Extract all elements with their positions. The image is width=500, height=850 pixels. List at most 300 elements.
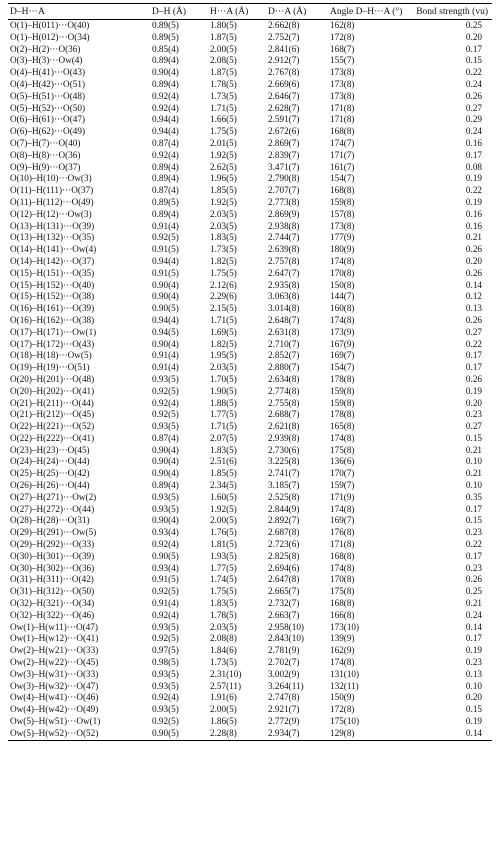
cell-bond: O(13)–H(131)···O(39) [10,220,95,231]
cell-h-a-distance: 1.75(5) [210,126,237,137]
cell-d-a-distance: 3.002(9) [268,668,300,679]
cell-d-a-distance: 2.958(10) [268,621,304,632]
cell-bond: O(16)–H(161)···O(39) [10,303,95,314]
cell-d-a-distance: 3.225(8) [268,456,300,467]
cell-d-h-distance: 0.94(4) [152,255,179,266]
table-row [8,633,492,645]
cell-d-h-distance: 0.91(4) [152,220,179,231]
cell-h-a-distance: 2.28(8) [208,728,266,740]
cell-angle: 175(10) [330,716,360,727]
table-row [8,315,492,327]
cell-bond-strength: 0.19 [465,385,482,396]
header-angle: Angle D–H···A (°) [328,4,412,20]
cell-bond: O(14)–H(141)···Ow(4) [10,244,97,255]
cell-bond-strength: 0.20 [465,255,482,266]
table-row [8,610,492,622]
cell-angle: 174(8) [330,255,355,266]
cell-angle: 173(8) [330,67,355,78]
cell-angle: 180(9) [330,244,355,255]
cell-bond: O(23)–H(23)···O(45) [10,444,90,455]
table-row [8,480,492,492]
cell-angle: 157(8) [330,208,355,219]
cell-angle: 154(7) [330,362,355,373]
cell-angle: 174(8) [330,314,355,325]
table-row [8,256,492,268]
cell-h-a-distance: 1.78(5) [210,609,237,620]
cell-h-a-distance: 1.77(5) [210,562,237,573]
cell-bond-strength: 0.15 [465,515,482,526]
cell-bond: O(32)–H(322)···O(46) [10,609,95,620]
cell-bond: O(22)–H(222)···O(41) [10,432,95,443]
cell-h-a-distance: 2.31(10) [210,668,242,679]
cell-bond: O(15)–H(152)···O(40) [10,279,95,290]
cell-d-h-distance: 0.91(4) [152,350,179,361]
table-row [8,398,492,410]
cell-h-a-distance: 1.95(5) [210,350,237,361]
cell-angle: 169(7) [330,350,355,361]
cell-bond: O(9)–H(9)···O(37) [10,161,81,172]
cell-bond-strength: 0.14 [465,621,482,632]
cell-d-h-distance: 0.93(5) [152,668,179,679]
cell-angle: 129(8) [328,728,412,740]
cell-bond-strength: 0.10 [465,456,482,467]
cell-angle: 172(8) [330,704,355,715]
cell-bond: O(17)–H(172)···O(43) [10,338,95,349]
cell-d-a-distance: 2.852(7) [268,350,300,361]
cell-angle: 168(7) [330,43,355,54]
cell-d-h-distance: 0.92(5) [152,633,179,644]
cell-d-a-distance: 2.631(8) [268,326,300,337]
cell-bond-strength: 0.20 [465,692,482,703]
table-row [8,504,492,516]
cell-bond: O(28)–H(28)···O(31) [10,515,90,526]
cell-d-a-distance: 2.591(7) [268,114,300,125]
cell-d-h-distance: 0.89(4) [152,55,179,66]
cell-bond-strength: 0.35 [465,491,482,502]
table-row [8,185,492,197]
cell-bond: O(21)–H(212)···O(45) [10,409,95,420]
cell-bond: O(7)–H(7)···O(40) [10,137,81,148]
cell-h-a-distance: 1.87(5) [210,67,237,78]
cell-d-a-distance: 2.843(10) [268,633,304,644]
cell-h-a-distance: 1.77(5) [210,409,237,420]
cell-h-a-distance: 1.84(6) [210,645,237,656]
cell-d-a-distance: 2.663(7) [268,609,300,620]
cell-h-a-distance: 1.69(5) [210,326,237,337]
cell-bond-strength: 0.26 [465,314,482,325]
cell-d-h-distance: 0.89(4) [152,173,179,184]
cell-angle: 144(7) [330,291,355,302]
cell-angle: 174(8) [330,657,355,668]
cell-bond-strength: 0.15 [465,704,482,715]
table-row [8,291,492,303]
cell-bond: O(22)–H(221)···O(52) [10,421,95,432]
cell-h-a-distance: 1.74(5) [210,574,237,585]
table-header [8,4,492,20]
cell-d-a-distance: 2.921(7) [268,704,300,715]
cell-bond-strength: 0.17 [465,149,482,160]
cell-d-a-distance: 3.063(8) [268,291,300,302]
cell-d-h-distance: 0.92(4) [152,90,179,101]
table-row [8,303,492,315]
cell-bond-strength: 0.20 [465,397,482,408]
cell-bond: O(12)–H(12)···Ow(3) [10,208,92,219]
cell-bond: O(4)–H(41)···O(43) [10,67,86,78]
cell-bond-strength: 0.27 [465,421,482,432]
cell-bond: O(4)–H(42)···O(51) [10,78,86,89]
cell-d-a-distance: 2.841(6) [268,43,300,54]
cell-d-h-distance: 0.89(4) [152,208,179,219]
cell-angle: 173(8) [330,220,355,231]
table-row [8,79,492,91]
table-row [8,563,492,575]
cell-bond-strength: 0.26 [465,90,482,101]
cell-angle: 171(8) [330,102,355,113]
cell-bond: O(1)–H(012)···O(34) [10,31,90,42]
cell-d-h-distance: 0.85(4) [152,43,179,54]
cell-d-a-distance: 2.844(9) [268,503,300,514]
table-row [8,268,492,280]
cell-angle: 175(8) [330,586,355,597]
cell-angle: 165(8) [330,421,355,432]
cell-d-h-distance: 0.89(5) [152,196,179,207]
cell-angle: 171(8) [330,539,355,550]
cell-bond: O(30)–H(302)···O(36) [10,562,95,573]
cell-bond: O(1)–H(011)···O(40) [10,20,90,30]
cell-bond: O(15)–H(152)···O(38) [10,291,95,302]
cell-h-a-distance: 1.96(5) [210,173,237,184]
cell-bond-strength: 0.27 [465,102,482,113]
cell-h-a-distance: 2.00(5) [210,515,237,526]
cell-bond-strength: 0.26 [465,574,482,585]
cell-h-a-distance: 1.85(5) [210,185,237,196]
cell-angle: 162(9) [330,645,355,656]
cell-bond-strength: 0.22 [465,67,482,78]
cell-bond-strength: 0.21 [465,444,482,455]
cell-d-a-distance: 2.752(7) [268,31,300,42]
cell-h-a-distance: 2.15(5) [210,303,237,314]
cell-d-h-distance: 0.92(5) [152,232,179,243]
cell-h-a-distance: 1.73(5) [210,244,237,255]
cell-angle: 173(10) [330,621,360,632]
table-row [8,445,492,457]
cell-angle: 174(8) [330,503,355,514]
table-row [8,173,492,185]
cell-bond: O(24)–H(24)···O(44) [10,456,90,467]
table-row [8,374,492,386]
cell-d-h-distance: 0.92(5) [152,716,179,727]
cell-d-a-distance: 2.710(7) [268,338,300,349]
cell-d-a-distance: 2.938(8) [268,220,300,231]
cell-d-h-distance: 0.90(4) [152,279,179,290]
cell-h-a-distance: 1.75(5) [210,586,237,597]
cell-h-a-distance: 1.86(5) [210,716,237,727]
cell-d-h-distance: 0.90(4) [152,67,179,78]
cell-bond-strength: 0.19 [465,173,482,184]
cell-bond-strength: 0.14 [465,279,482,290]
cell-h-a-distance: 1.71(5) [210,314,237,325]
cell-bond-strength: 0.26 [465,244,482,255]
cell-d-h-distance: 0.93(5) [152,373,179,384]
cell-d-a-distance: 2.772(9) [268,716,300,727]
cell-h-a-distance: 1.75(5) [210,267,237,278]
table-row [8,622,492,634]
cell-bond-strength: 0.08 [465,161,482,172]
table-row [8,716,492,728]
cell-bond-strength: 0.25 [465,20,482,30]
cell-d-a-distance: 2.634(8) [268,373,300,384]
cell-d-h-distance: 0.90(4) [152,291,179,302]
cell-d-h-distance: 0.91(4) [152,598,179,609]
cell-bond-strength: 0.15 [465,55,482,66]
cell-h-a-distance: 2.08(8) [210,633,237,644]
cell-h-a-distance: 1.66(5) [210,114,237,125]
cell-h-a-distance: 1.76(5) [210,527,237,538]
cell-d-h-distance: 0.90(4) [152,456,179,467]
cell-bond-strength: 0.12 [465,291,482,302]
cell-h-a-distance: 1.73(5) [210,657,237,668]
cell-h-a-distance: 1.92(5) [210,503,237,514]
cell-angle: 159(7) [330,480,355,491]
cell-bond-strength: 0.13 [465,668,482,679]
cell-bond-strength: 0.24 [465,126,482,137]
cell-d-a-distance: 2.869(7) [268,137,300,148]
cell-d-h-distance: 0.90(4) [152,468,179,479]
cell-h-a-distance: 1.82(5) [210,255,237,266]
cell-d-h-distance: 0.94(5) [152,326,179,337]
cell-d-h-distance: 0.93(5) [152,491,179,502]
cell-d-h-distance: 0.92(4) [152,609,179,620]
cell-bond-strength: 0.23 [465,409,482,420]
cell-bond: Ow(3)–H(w32)···O(47) [10,680,99,691]
cell-d-h-distance: 0.90(4) [152,444,179,455]
cell-d-a-distance: 2.773(8) [268,196,300,207]
cell-angle: 174(8) [330,562,355,573]
cell-h-a-distance: 2.08(5) [210,55,237,66]
cell-angle: 154(7) [330,173,355,184]
table-row [8,669,492,681]
cell-d-a-distance: 2.669(6) [268,78,300,89]
cell-bond: Ow(4)–H(w41)···O(46) [10,692,99,703]
cell-angle: 150(8) [330,279,355,290]
cell-bond: O(6)–H(62)···O(49) [10,126,86,137]
cell-h-a-distance: 1.71(5) [210,421,237,432]
header-h-a-distance: H···A (Å) [208,4,266,20]
cell-bond-strength: 0.17 [465,633,482,644]
cell-bond: Ow(5)–H(w52)···O(52) [8,728,150,740]
table-row [8,32,492,44]
cell-d-a-distance: 3.185(7) [268,480,300,491]
cell-bond: O(14)–H(142)···O(37) [10,255,95,266]
cell-bond-strength: 0.23 [465,562,482,573]
cell-bond: O(32)–H(321)···O(34) [10,598,95,609]
table-row [8,681,492,693]
cell-d-h-distance: 0.90(5) [152,550,179,561]
cell-d-h-distance: 0.92(5) [152,586,179,597]
cell-bond: O(2)–H(2)···O(36) [10,43,81,54]
header-d-h-distance: D–H (Å) [150,4,208,20]
cell-bond-strength: 0.24 [465,609,482,620]
cell-h-a-distance: 2.03(5) [210,362,237,373]
cell-bond: O(30)–H(301)···O(39) [10,550,95,561]
cell-angle: 162(8) [330,20,355,30]
cell-bond: Ow(2)–H(w21)···O(33) [10,645,99,656]
cell-d-a-distance: 2.687(8) [268,527,300,538]
cell-h-a-distance: 1.92(5) [210,149,237,160]
cell-d-a-distance: 3.471(7) [268,161,300,172]
cell-h-a-distance: 2.34(5) [210,480,237,491]
table-row [8,232,492,244]
cell-h-a-distance: 2.03(5) [210,621,237,632]
cell-d-a-distance: 2.935(8) [268,279,300,290]
table-row [8,327,492,339]
cell-angle: 171(7) [330,149,355,160]
cell-d-h-distance: 0.91(5) [152,574,179,585]
cell-d-a-distance: 2.934(7) [266,728,328,740]
cell-bond-strength: 0.21 [465,468,482,479]
cell-angle: 160(8) [330,303,355,314]
cell-bond: O(11)–H(112)···O(49) [10,196,94,207]
table-row [8,645,492,657]
cell-d-a-distance: 2.647(8) [268,574,300,585]
cell-angle: 174(8) [330,432,355,443]
cell-bond: O(16)–H(162)···O(38) [10,314,95,325]
cell-bond: O(29)–H(291)···Ow(5) [10,527,97,538]
cell-d-h-distance: 0.92(4) [152,539,179,550]
table-row [8,350,492,362]
cell-angle: 173(9) [330,326,355,337]
cell-h-a-distance: 2.07(5) [210,432,237,443]
cell-bond-strength: 0.21 [465,598,482,609]
cell-h-a-distance: 1.81(5) [210,539,237,550]
cell-angle: 136(6) [330,456,355,467]
cell-d-h-distance: 0.97(5) [152,645,179,656]
cell-bond: O(15)–H(151)···O(35) [10,267,95,278]
cell-bond-strength: 0.15 [465,432,482,443]
cell-bond: O(17)–H(171)···Ow(1) [10,326,97,337]
cell-d-a-distance: 2.730(6) [268,444,300,455]
cell-d-h-distance: 0.93(4) [152,562,179,573]
cell-h-a-distance: 1.87(5) [210,31,237,42]
cell-bond-strength: 0.16 [465,208,482,219]
cell-h-a-distance: 2.01(5) [210,137,237,148]
cell-bond: O(3)–H(3)···Ow(4) [10,55,83,66]
cell-d-h-distance: 0.90(5) [152,303,179,314]
cell-bond-strength: 0.23 [465,657,482,668]
cell-d-a-distance: 2.747(8) [268,692,300,703]
table-body [8,20,492,741]
table-row [8,515,492,527]
cell-angle: 139(9) [330,633,355,644]
cell-h-a-distance: 1.83(5) [210,598,237,609]
table-row [8,91,492,103]
cell-h-a-distance: 1.80(5) [210,20,237,30]
cell-bond-strength: 0.22 [465,185,482,196]
cell-h-a-distance: 2.51(6) [210,456,237,467]
cell-d-h-distance: 0.90(5) [150,728,208,740]
table-row [8,433,492,445]
cell-bond: O(31)–H(311)···O(42) [10,574,94,585]
cell-angle: 168(8) [330,126,355,137]
cell-bond: Ow(5)–H(w51)···Ow(1) [10,716,101,727]
cell-bond: O(18)–H(18)···Ow(5) [10,350,92,361]
cell-d-a-distance: 2.688(7) [268,409,300,420]
cell-bond: O(31)–H(312)···O(50) [10,586,95,597]
table-row [8,527,492,539]
table-row [8,574,492,586]
cell-d-a-distance: 2.912(7) [268,55,300,66]
cell-h-a-distance: 2.00(5) [210,704,237,715]
cell-d-a-distance: 2.694(6) [268,562,300,573]
table-row [8,551,492,563]
cell-bond: O(20)–H(201)···O(48) [10,373,95,384]
cell-d-a-distance: 2.869(9) [268,208,300,219]
table-row [8,362,492,374]
cell-angle: 176(8) [330,527,355,538]
table-row [8,539,492,551]
cell-h-a-distance: 1.73(5) [210,90,237,101]
table-row [8,657,492,669]
cell-h-a-distance: 1.91(6) [210,692,237,703]
cell-h-a-distance: 2.62(5) [210,161,237,172]
table-row [8,126,492,138]
cell-d-a-distance: 2.525(8) [268,491,300,502]
cell-angle: 169(7) [330,515,355,526]
table-row [8,150,492,162]
cell-h-a-distance: 2.03(5) [210,208,237,219]
hydrogen-bond-table [8,3,492,741]
cell-angle: 150(9) [330,692,355,703]
cell-bond-strength: 0.22 [465,338,482,349]
cell-bond: O(5)–H(52)···O(50) [10,102,86,113]
cell-angle: 131(10) [330,668,360,679]
cell-bond-strength: 0.27 [465,326,482,337]
cell-angle: 174(7) [330,137,355,148]
cell-d-a-distance: 2.790(8) [268,173,300,184]
cell-d-h-distance: 0.92(4) [152,102,179,113]
cell-angle: 171(8) [330,114,355,125]
table-row [8,492,492,504]
cell-h-a-distance: 1.60(5) [210,491,237,502]
cell-d-h-distance: 0.90(4) [152,338,179,349]
table-row [8,598,492,610]
table-row [8,221,492,233]
cell-d-a-distance: 2.707(7) [268,185,300,196]
cell-d-a-distance: 2.757(8) [268,255,300,266]
cell-angle: 167(9) [330,338,355,349]
cell-angle: 177(9) [330,232,355,243]
cell-bond: O(21)–H(211)···O(44) [10,397,94,408]
table-row [8,728,492,740]
cell-angle: 168(8) [330,598,355,609]
cell-bond: O(25)–H(25)···O(42) [10,468,90,479]
cell-bond: O(27)–H(271)···Ow(2) [10,491,97,502]
cell-bond-strength: 0.19 [465,196,482,207]
cell-h-a-distance: 1.71(5) [210,102,237,113]
cell-angle: 155(7) [330,55,355,66]
cell-bond-strength: 0.19 [465,645,482,656]
table-row [8,103,492,115]
cell-h-a-distance: 1.83(5) [210,444,237,455]
cell-angle: 172(8) [330,31,355,42]
cell-bond: O(10)–H(10)···Ow(3) [10,173,92,184]
cell-bond-strength: 0.19 [465,716,482,727]
cell-bond-strength: 0.17 [465,43,482,54]
cell-d-h-distance: 0.94(4) [152,126,179,137]
table-row [8,421,492,433]
cell-bond-strength: 0.14 [412,728,492,740]
cell-h-a-distance: 1.82(5) [210,338,237,349]
